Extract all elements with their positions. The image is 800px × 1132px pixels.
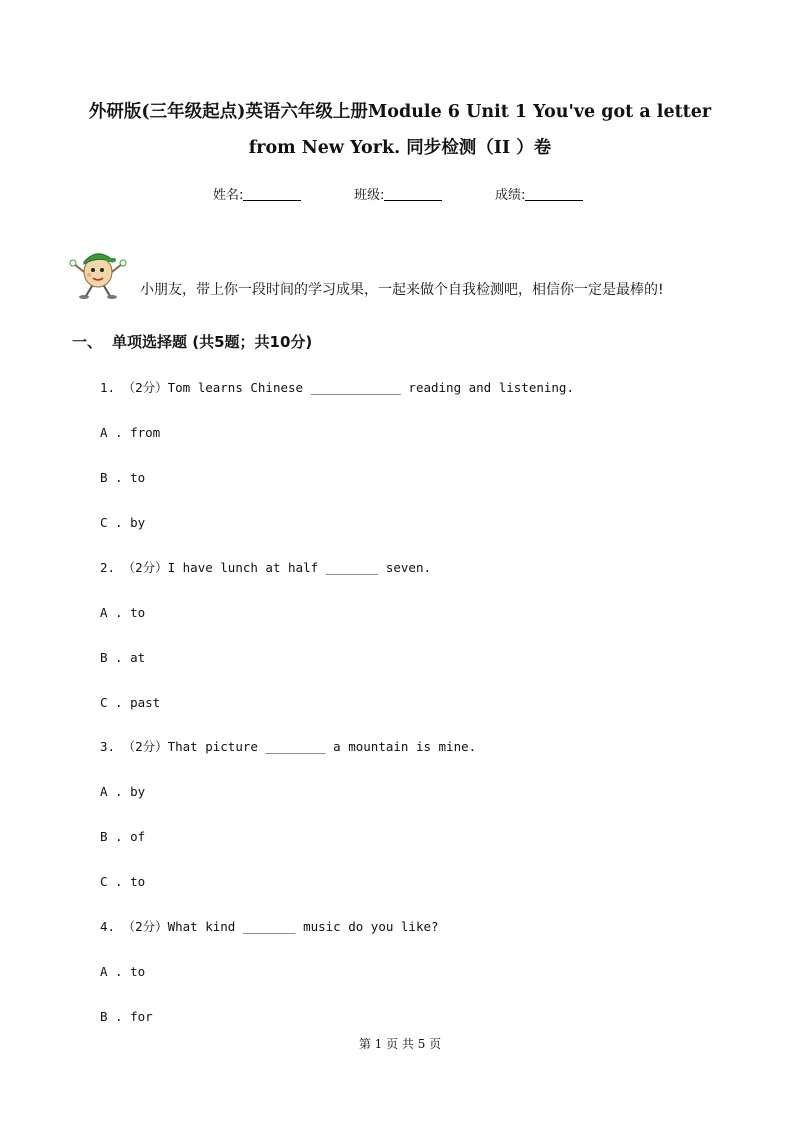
mascot-icon	[66, 242, 130, 300]
question-4-stem: 4. （2分）What kind _______ music do you like?	[100, 919, 439, 934]
question-3-option-a[interactable]: A . by	[100, 784, 146, 799]
score-blank[interactable]	[525, 187, 583, 201]
question-3-option-b[interactable]: B . of	[100, 829, 146, 844]
question-3-stem: 3. （2分）That picture ________ a mountain is mine.	[100, 739, 477, 754]
question-1-option-c[interactable]: C . by	[100, 515, 146, 530]
section-heading	[72, 331, 312, 352]
page-footer: 第 1 页 共 5 页	[358, 1037, 442, 1051]
class-blank[interactable]	[384, 187, 442, 201]
title-line-2: from New York. 同步检测（II ）卷	[248, 138, 552, 158]
score-field[interactable]	[495, 184, 583, 203]
question-2-option-a[interactable]: A . to	[100, 605, 146, 620]
section-title: 单项选择题 (共5题；共10分)	[112, 333, 313, 351]
section-number: 一、	[72, 333, 103, 351]
intro-text: 小朋友，带上你一段时间的学习成果，一起来做个自我检测吧，相信你一定是最棒的!	[140, 282, 664, 298]
question-1-option-b[interactable]: B . to	[100, 470, 146, 485]
name-blank[interactable]	[243, 187, 301, 201]
question-2-option-c[interactable]: C . past	[100, 695, 161, 710]
name-field[interactable]	[213, 184, 301, 203]
question-2-stem: 2. （2分）I have lunch at half _______ seven.	[100, 560, 431, 575]
class-label: 班级:	[354, 188, 385, 203]
question-4-option-b[interactable]: B . for	[100, 1009, 153, 1024]
document-title	[60, 94, 740, 166]
question-1-option-a[interactable]: A . from	[100, 425, 161, 440]
question-4-option-a[interactable]: A . to	[100, 964, 146, 979]
score-label: 成绩:	[495, 188, 526, 203]
name-label: 姓名:	[213, 188, 244, 203]
question-2-option-b[interactable]: B . at	[100, 650, 146, 665]
question-1-stem: 1. （2分）Tom learns Chinese ____________ reading and listening.	[100, 380, 574, 395]
question-3-option-c[interactable]: C . to	[100, 874, 146, 889]
title-line-1: 外研版(三年级起点)英语六年级上册Module 6 Unit 1 You've got a letter	[88, 102, 712, 122]
class-field[interactable]	[354, 184, 442, 203]
